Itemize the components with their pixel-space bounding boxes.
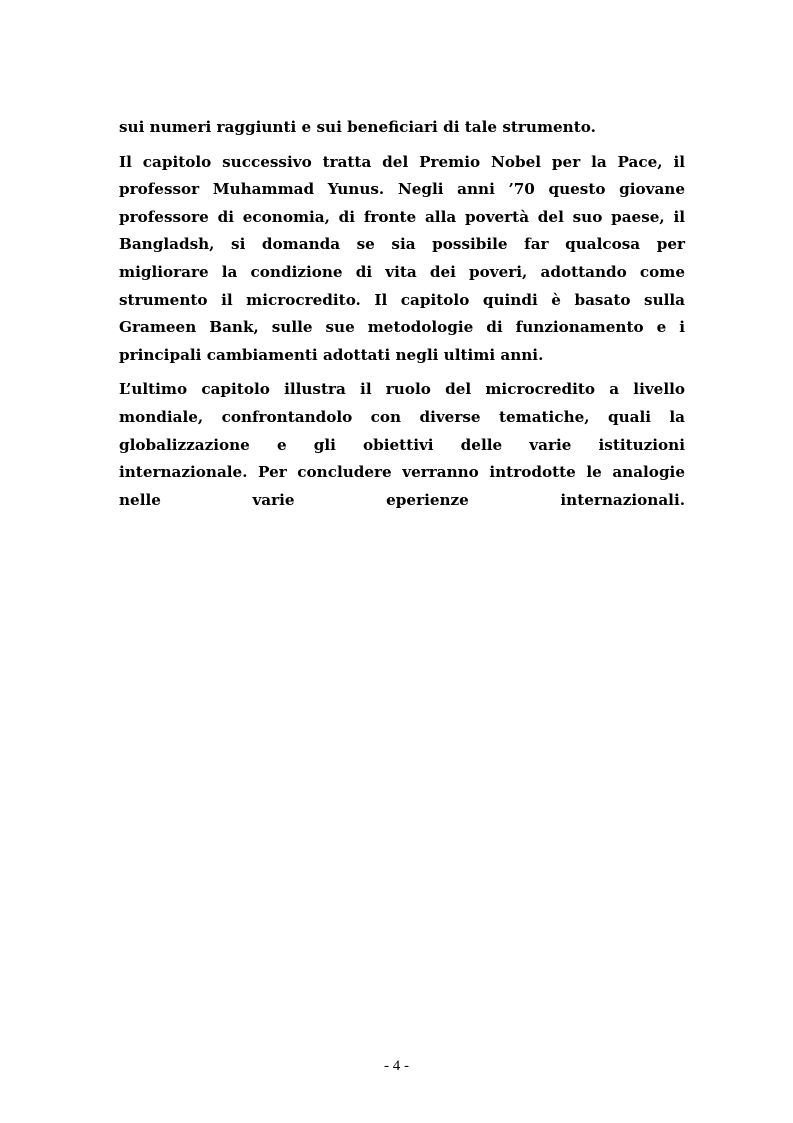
paragraph-last-chapter: L’ultimo capitolo illustra il ruolo del microcredito a livello mondiale, confrontandolo con diverse tematiche, quali la globalizzazione e gli obiettivi delle varie istituzioni internazionale. Per concludere verranno introdotte le analogie nelle varie eperienze internazionali. — [119, 380, 685, 509]
paragraph-yunus: Il capitolo successivo tratta del Premio Nobel per la Pace, il professor Muhammad Yunus. Negli anni ’70 questo giovane professore di economia, di fronte alla povertà del suo paese, il Bangladsh, si domanda se sia possibile far qualcosa per migliorare la condizione di vita dei poveri, adottando come strumento il microcredito. Il capitolo quindi è basato sulla Grameen Bank, sulle sue metodologie di funzionamento e i principali cambiamenti adottati negli ultimi anni. — [119, 152, 685, 364]
page-number: - 4 - — [384, 1058, 409, 1074]
paragraph-continuation: sui numeri raggiunti e sui beneficiari di tale strumento. — [119, 118, 596, 136]
body-text — [119, 114, 685, 514]
